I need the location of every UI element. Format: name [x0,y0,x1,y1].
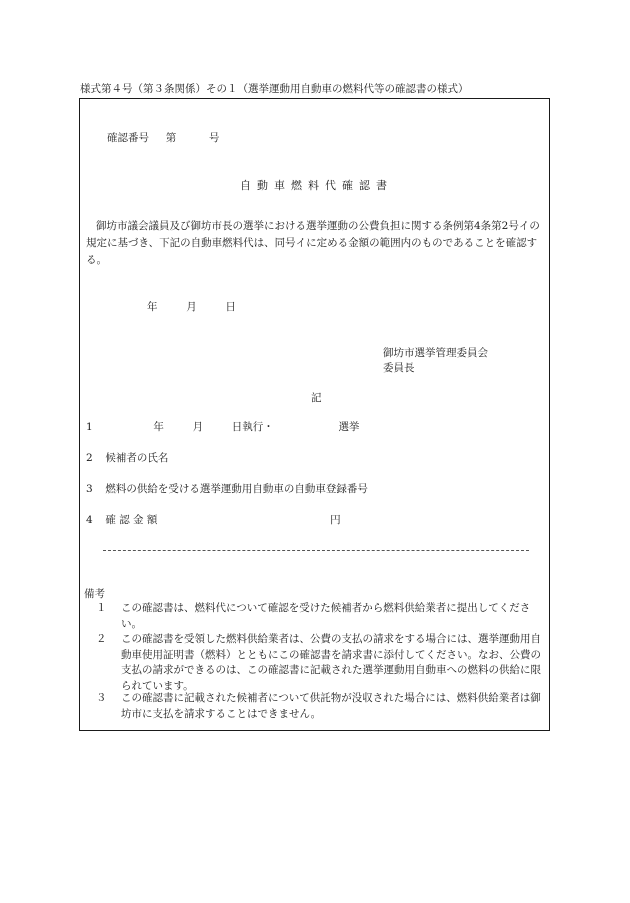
issuer-title: 委員長 [383,362,415,374]
item-3-vehicle-number [86,481,368,496]
item-2-label: 候補者の氏名 [105,452,169,464]
note-1-num: １ [96,602,107,614]
item-1-month: 月 [192,421,204,433]
date-month: 月 [186,301,197,313]
item-2-candidate-name [86,450,168,465]
confirmation-number-line [107,130,219,145]
intro-paragraph [86,218,548,269]
date-year: 年 [147,301,158,313]
date-day: 日 [225,301,236,313]
item-1-day-exec: 日執行・ [231,421,274,433]
item-3-num: 3 [86,483,93,495]
item-1-year: 年 [153,421,164,433]
item-2-num: 2 [86,452,93,464]
item-4-num: 4 [86,514,93,526]
confirmation-number-go: 号 [208,132,220,144]
note-3-num: ３ [96,692,107,704]
dashed-separator [103,550,529,551]
item-4-confirmed-amount [86,512,341,527]
note-1-text: この確認書は、燃料代について確認を受けた候補者から燃料供給業者に提出してください。 [121,602,531,630]
date-line [147,299,236,314]
notes-heading: 備考 [84,588,105,600]
note-3 [96,691,548,722]
document-title: 自動車燃料代確認書 [240,179,393,192]
note-1 [96,601,548,632]
item-4-unit: 円 [330,514,341,526]
confirmation-number-dai: 第 [165,132,177,144]
form-caption: 様式第４号（第３条関係）その１（選挙運動用自動車の燃料代等の確認書の様式） [80,83,469,95]
item-1-num: 1 [86,421,93,433]
intro-paragraph-text: 御坊市議会議員及び御坊市長の選挙における選挙運動の公費負担に関する条例第4条第2号イの規定に基づき、下記の自動車燃料代は、同号イに定める金額の範囲内のものであることを確認する。 [86,220,540,266]
issuer-org: 御坊市選挙管理委員会 [383,347,488,359]
note-2 [96,632,548,694]
note-3-text: この確認書に記載された候補者について供託物が没収された場合には、燃料供給業者は御坊市に支払を請求することはできません。 [121,692,541,720]
item-1-election-date [86,419,359,434]
note-2-num: ２ [96,633,107,645]
item-3-label: 燃料の供給を受ける選挙運動用自動車の自動車登録番号 [105,483,368,495]
item-4-label: 確 認 金 額 [105,514,158,526]
ki-heading: 記 [311,392,322,404]
confirmation-number-label: 確認番号 [107,132,149,144]
note-2-text: この確認書を受領した燃料供給業者は、公費の支払の請求をする場合には、選挙運動用自動車使用証明書（燃料）とともにこの確認書を請求書に添付してください。なお、公費の支払の請求ができるのは、この確認書に記載された選挙運動用自動車への燃料の供給に限られています。 [121,633,541,692]
item-1-election: 選挙 [338,421,360,433]
